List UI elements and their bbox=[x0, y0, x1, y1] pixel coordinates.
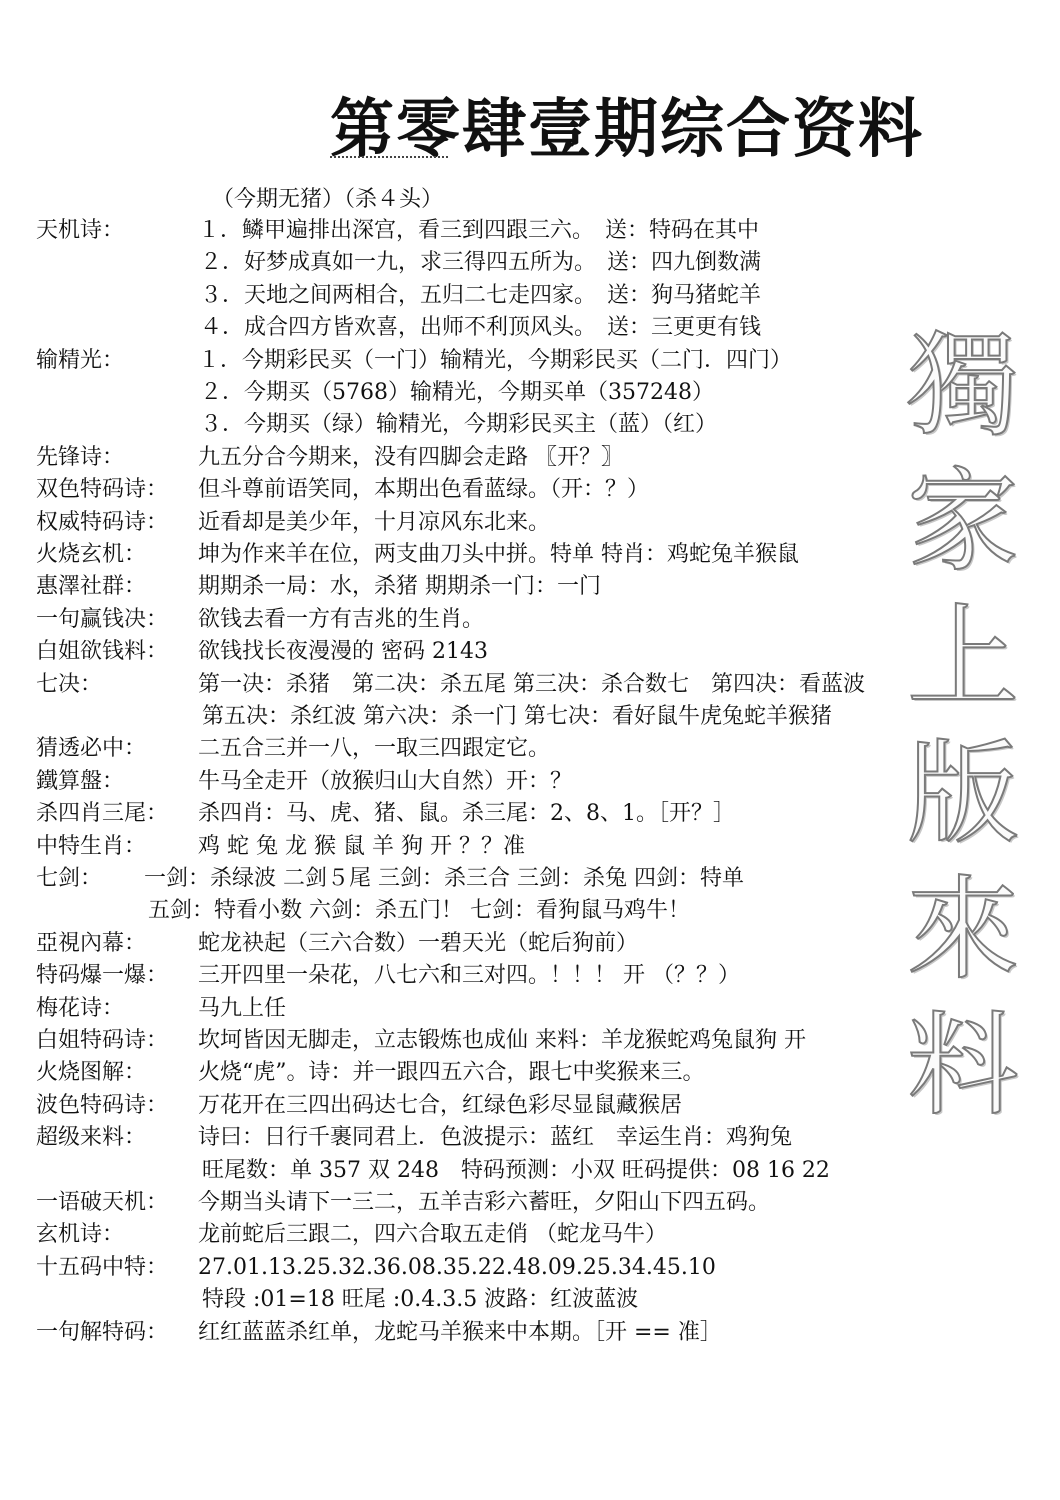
row-text: 鸡 蛇 兔 龙 猴 鼠 羊 狗 开 ？？准 bbox=[198, 833, 525, 859]
row-text: 旺尾数：单 357 双 248 特码预测：小双 旺码提供：08 16 22 bbox=[202, 1157, 830, 1183]
row-label: 杀四肖三尾： bbox=[36, 801, 169, 827]
row-text: 第一决：杀猪 第二决：杀五尾 第三决：杀合数七 第四决：看蓝波 bbox=[198, 671, 865, 697]
row-label: 一句赢钱决： bbox=[36, 606, 169, 632]
row-text: 火烧“虎”。诗：并一跟四五六合，跟七中奖猴来三。 bbox=[198, 1060, 705, 1086]
side-char: 版 bbox=[907, 729, 1019, 859]
row-label: 玄机诗： bbox=[36, 1222, 125, 1248]
row-text: 第五决：杀红波 第六决：杀一门 第七决：看好鼠牛虎兔蛇羊猴猪 bbox=[202, 704, 832, 729]
row-label: 特码爆一爆： bbox=[36, 963, 169, 989]
row-text: 牛马全走开（放猴归山大自然）开：？ bbox=[198, 768, 573, 794]
row-label: 火烧图解： bbox=[36, 1060, 147, 1086]
side-char: 上 bbox=[907, 593, 1019, 723]
row-text: 今期当头请下一三二，五羊吉彩六蓄旺，夕阳山下四五码。 bbox=[198, 1190, 771, 1215]
row-text: 欲钱找长夜漫漫的 密码 2143 bbox=[198, 639, 488, 665]
row-label: 天机诗： bbox=[36, 218, 125, 243]
row-label: 一句解特码： bbox=[36, 1319, 169, 1345]
side-char: 家 bbox=[907, 457, 1019, 587]
row-text: 龙前蛇后三跟二，四六合取五走俏 （蛇龙马牛） bbox=[198, 1222, 667, 1248]
row-text: 三开四里一朵花，八七六和三对四。！！！ 开 （？？） bbox=[198, 963, 740, 989]
row-label: 七决： bbox=[36, 671, 103, 697]
row-label: 权威特码诗： bbox=[36, 509, 169, 535]
row-text: 九五分合今期来，没有四脚会走路 〖开？〗 bbox=[198, 444, 623, 470]
row-label: 中特生肖： bbox=[36, 833, 147, 859]
row-text: 欲钱去看一方有吉兆的生肖。 bbox=[198, 606, 485, 632]
row-text: ３．天地之间两相合，五归二七走四家。 送：狗马猪蛇羊 bbox=[200, 282, 762, 308]
side-char: 料 bbox=[907, 1001, 1019, 1131]
row-text: 27.01.13.25.32.36.08.35.22.48.09.25.34.45.10 bbox=[198, 1254, 716, 1280]
row-text: 杀四肖：马、虎、猪、鼠。杀三尾：2、8、1。［开？］ bbox=[198, 801, 735, 827]
row-label: 亞視內幕： bbox=[36, 930, 147, 956]
row-text: 但斗尊前语笑同，本期出色看蓝绿。（开：？） bbox=[198, 477, 650, 503]
row-text: 马九上任 bbox=[198, 995, 287, 1021]
row-label: 输精光： bbox=[36, 347, 125, 373]
row-text: ２．好梦成真如一九，求三得四五所为。 送：四九倒数满 bbox=[200, 250, 762, 276]
row-label: 七剑： bbox=[36, 866, 103, 891]
row-label: 鐵算盤： bbox=[36, 768, 125, 794]
row-text: １．今期彩民买（一门）输精光，今期彩民买（二门．四门） bbox=[198, 347, 793, 373]
row-label: 惠澤社群： bbox=[36, 574, 147, 600]
row-label: 白姐欲钱料： bbox=[36, 639, 169, 665]
row-label: 白姐特码诗： bbox=[36, 1028, 169, 1053]
row-text: 期期杀一局：水，杀猪 期期杀一门：一门 bbox=[198, 574, 601, 600]
row-label: 猜透必中： bbox=[36, 736, 147, 762]
row-text: 坎坷皆因无脚走，立志锻炼也成仙 来料：羊龙猴蛇鸡兔鼠狗 开 bbox=[198, 1028, 806, 1053]
page-title: 第零肆壹期综合资料 bbox=[330, 93, 924, 167]
row-text: １．鳞甲遍排出深宫，看三到四跟三六。 送：特码在其中 bbox=[198, 218, 760, 243]
row-text: 近看却是美少年，十月凉风东北来。 bbox=[198, 509, 551, 535]
row-text: ４．成合四方皆欢喜，出师不利顶风头。 送：三更更有钱 bbox=[200, 315, 762, 341]
row-label: 梅花诗： bbox=[36, 995, 125, 1021]
page-subtitle: （今期无猪）（杀４头） bbox=[212, 187, 444, 212]
row-text: 诗曰：日行千裹同君上．色波提示：蓝红 幸运生肖：鸡狗兔 bbox=[198, 1125, 793, 1151]
row-label: 波色特码诗： bbox=[36, 1092, 169, 1118]
row-text: ２．今期买（5768）输精光，今期买单（357248） bbox=[200, 380, 714, 405]
row-label: 先锋诗： bbox=[36, 444, 125, 470]
row-label: 超级来料： bbox=[36, 1125, 147, 1151]
side-char: 獨 bbox=[907, 321, 1019, 451]
row-text: 红红蓝蓝杀红单，龙蛇马羊猴来中本期。［开 == 准］ bbox=[198, 1319, 722, 1345]
row-text: 一剑：杀绿波 二剑５尾 三剑：杀三合 三剑：杀兔 四剑：特单 bbox=[144, 866, 744, 891]
row-text: 蛇龙袂起（三六合数）一碧天光（蛇后狗前） bbox=[198, 930, 639, 956]
row-label: 一语破天机： bbox=[36, 1190, 169, 1215]
row-text: ３．今期买（绿）输精光，今期彩民买主（蓝）（红） bbox=[200, 412, 718, 438]
row-text: 五剑：特看小数 六剑：杀五门！ 七剑：看狗鼠马鸡牛！ bbox=[148, 898, 690, 924]
row-label: 十五码中特： bbox=[36, 1254, 169, 1280]
row-text: 二五合三并一八，一取三四跟定它。 bbox=[198, 736, 551, 762]
row-text: 特段 :01=18 旺尾 :0.4.3.5 波路：红波蓝波 bbox=[202, 1287, 639, 1313]
row-text: 坤为作来羊在位，两支曲刀头中拼。特单 特肖：鸡蛇兔羊猴鼠 bbox=[198, 542, 799, 567]
side-char: 來 bbox=[907, 865, 1019, 995]
side-watermark bbox=[888, 318, 1038, 1134]
row-label: 火烧玄机： bbox=[36, 542, 147, 567]
title-underline bbox=[330, 156, 448, 158]
row-text: 万花开在三四出码达七合，红绿色彩尽显鼠藏猴居 bbox=[198, 1092, 683, 1118]
row-label: 双色特码诗： bbox=[36, 477, 169, 503]
